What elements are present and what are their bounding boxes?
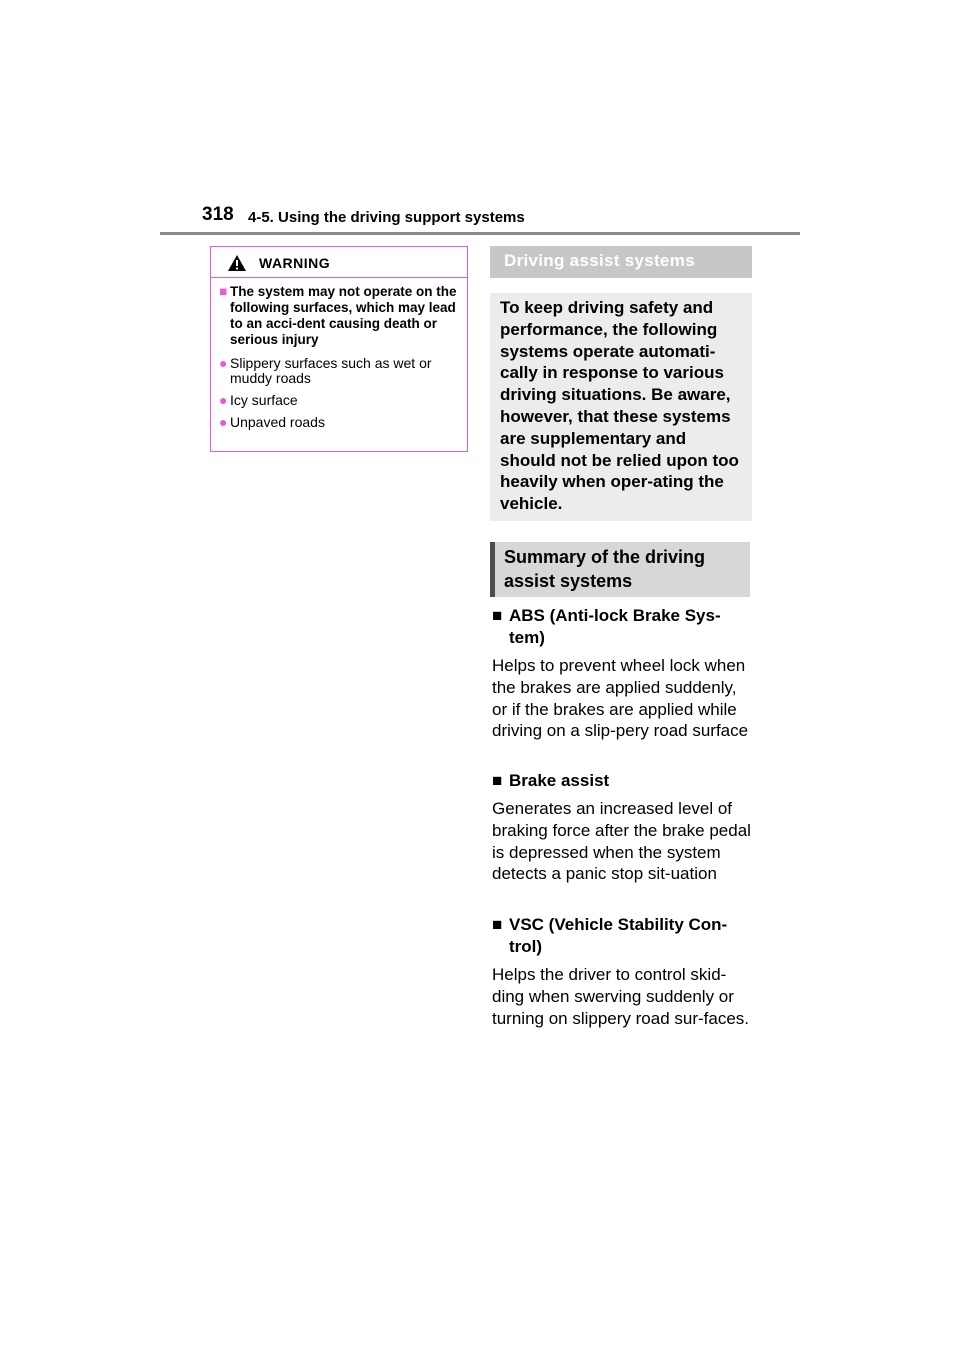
warning-lead (219, 284, 457, 348)
circle-bullet-icon: ● (219, 414, 228, 430)
item-desc-brake-assist: Generates an increased level of braking force after the brake pedal is depressed when the system detects a panic stop sit-uation (492, 799, 751, 884)
circle-bullet-icon: ● (219, 355, 228, 371)
square-bullet-icon: ■ (492, 915, 503, 934)
warning-box (210, 246, 468, 452)
warning-item (219, 356, 457, 386)
page-header (160, 200, 800, 236)
warning-header (211, 247, 467, 278)
intro-box: To keep driving safety and performance, the following systems operate automati-cally in response to various driving situations. Be aware, however, that these systems are supplementary and should not be relied upon too heavily when oper-ating the vehicle. (490, 293, 752, 521)
section-title: 4-5. Using the driving support systems (248, 209, 525, 226)
warning-item-text: Unpaved roads (230, 414, 325, 430)
item-title-abs (492, 605, 752, 649)
item-title-vsc (492, 914, 752, 958)
header-rule (160, 232, 800, 235)
warning-item-text: Slippery surfaces such as wet or muddy roads (230, 355, 432, 386)
driving-assist-heading: Driving assist systems (490, 246, 752, 278)
item-title-text: Brake assist (509, 771, 610, 790)
item-desc-vsc: Helps the driver to control skid-ding when swerving suddenly or turning on slippery road sur-faces. (492, 965, 750, 1028)
circle-bullet-icon: ● (219, 392, 228, 408)
item-title-text: ABS (Anti-lock Brake Sys-tem) (509, 606, 721, 647)
page-number: 318 (202, 204, 234, 225)
square-bullet-icon: ■ (219, 284, 228, 299)
warning-title: WARNING (259, 255, 331, 271)
warning-item-text: Icy surface (230, 392, 298, 408)
summary-heading: Summary of the driving assist systems (490, 542, 750, 597)
warning-item (219, 393, 457, 408)
item-desc-abs: Helps to prevent wheel lock when the brakes are applied suddenly, or if the brakes are applied while driving on a slip-pery road surface (492, 656, 749, 741)
item-title-brake-assist (492, 770, 752, 792)
warning-triangle-icon (227, 254, 247, 272)
warning-lead-text: The system may not operate on the following surfaces, which may lead to an acci-dent causing death or serious injury (230, 284, 457, 347)
square-bullet-icon: ■ (492, 771, 503, 790)
warning-item (219, 415, 457, 430)
square-bullet-icon: ■ (492, 606, 503, 625)
item-title-text: VSC (Vehicle Stability Con-trol) (509, 915, 728, 956)
